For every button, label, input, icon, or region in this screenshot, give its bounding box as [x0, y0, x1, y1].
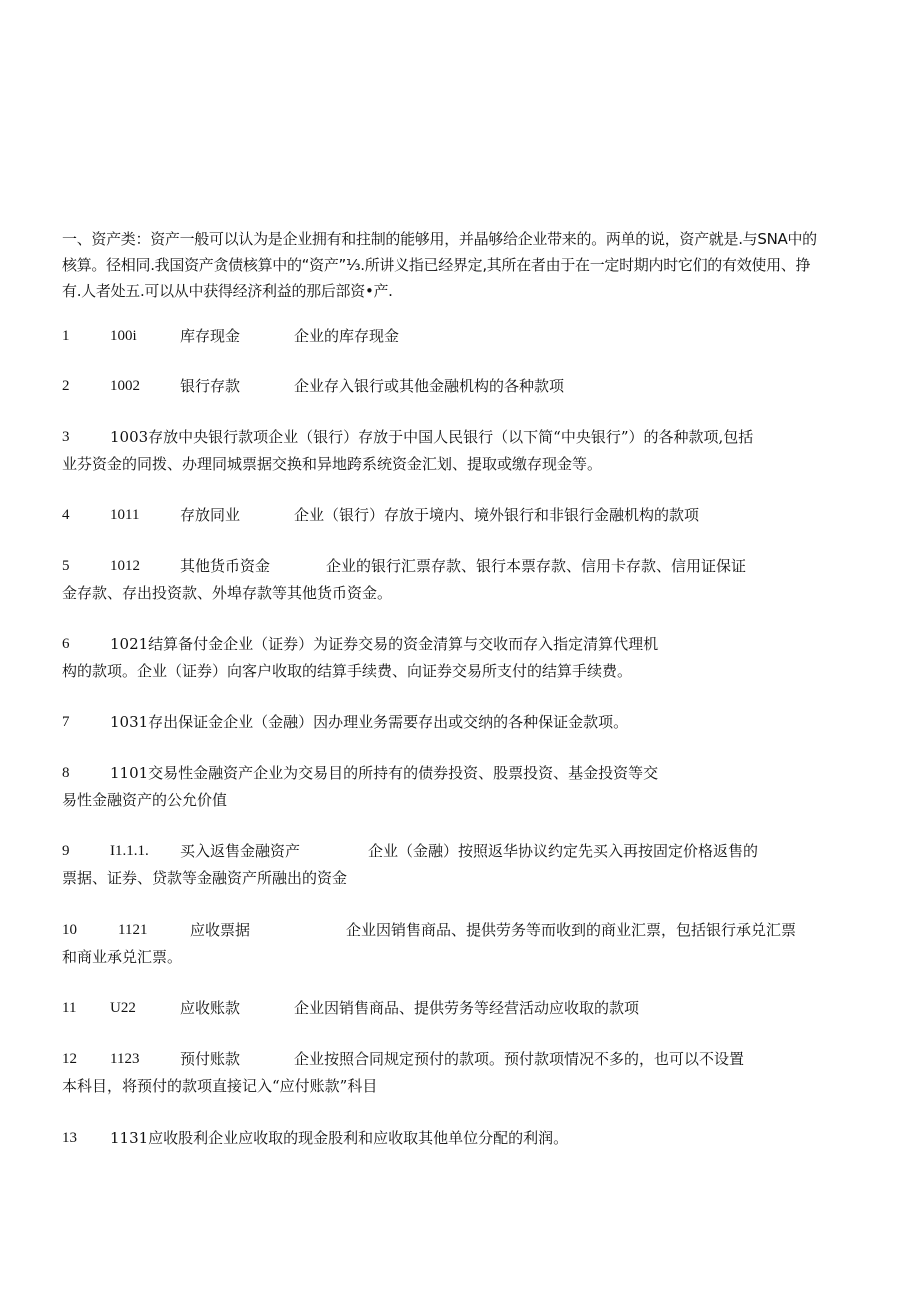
- entry-number: 12: [62, 1051, 77, 1067]
- account-description: 企业的银行汇票存款、银行本票存款、信用卡存款、信用证保证: [326, 557, 747, 575]
- entry-number: 7: [62, 714, 70, 730]
- account-text: 1031存出保证金企业（金融）因办理业务需要存出或交纳的各种保证金款项。: [110, 713, 629, 731]
- account-description: 企业存入银行或其他金融机构的各种款项: [294, 377, 565, 395]
- account-entry-1011: [62, 502, 862, 529]
- entry-number: 6: [62, 636, 70, 652]
- account-entry-1111: [62, 838, 862, 892]
- account-entry-1021: [62, 631, 862, 685]
- account-name: 应收账款: [180, 999, 241, 1017]
- account-code: 1121: [118, 922, 148, 938]
- account-name: 存放同业: [180, 506, 241, 524]
- account-description: 企业按照合同规定预付的款项。预付款项情况不多的，也可以不设置: [294, 1050, 745, 1068]
- entry-number: 13: [62, 1130, 77, 1146]
- account-code: 1002: [110, 378, 140, 394]
- account-entry-1131: [62, 1125, 862, 1152]
- account-description: 企业的库存现金: [294, 327, 400, 345]
- account-entry-1121: [62, 917, 862, 971]
- account-text: 1021结算备付金企业（证券）为证券交易的资金清算与交收而存入指定清算代理机: [110, 635, 659, 653]
- entry-number: 10: [62, 922, 77, 938]
- account-name: 库存现金: [180, 327, 241, 345]
- account-entry-1001: [62, 323, 862, 350]
- account-description: 企业因销售商品、提供劳务等经营活动应收取的款项: [294, 999, 640, 1017]
- account-description: 企业（金融）按照返华协议约定先买入再按固定价格返售的: [368, 842, 759, 860]
- entry-number: 1: [62, 328, 70, 344]
- account-code: 1012: [110, 558, 140, 574]
- entry-number: 4: [62, 507, 70, 523]
- account-code: 1123: [110, 1051, 140, 1067]
- entry-number: 2: [62, 378, 70, 394]
- account-code: 1011: [110, 507, 140, 523]
- account-text: 1003存放中央银行款项企业（银行）存放于中国人民银行（以下简“中央银行”）的各种款项,包括: [110, 428, 754, 446]
- intro-paragraph: [62, 226, 860, 304]
- account-entry-1012: [62, 553, 862, 607]
- account-code: I1.1.1.: [110, 843, 149, 859]
- account-text: 1101交易性金融资产企业为交易目的所持有的债券投资、股票投资、基金投资等交: [110, 764, 659, 782]
- account-code: U22: [110, 1000, 136, 1016]
- account-entry-1123: [62, 1046, 862, 1100]
- account-entry-1101: [62, 760, 862, 814]
- account-entry-1002: [62, 373, 862, 400]
- account-description-continued: 易性金融资产的公允价值: [62, 791, 228, 809]
- intro-line: 有.人者处五.可以从中获得经济利益的那后部资•产.: [62, 282, 393, 300]
- entry-number: 3: [62, 429, 70, 445]
- account-description: 企业（银行）存放于境内、境外银行和非银行金融机构的款项: [294, 506, 700, 524]
- account-code: 100i: [110, 328, 137, 344]
- account-description-continued: 构的款项。企业（证券）向客户收取的结算手续费、向证券交易所支付的结算手续费。: [62, 662, 633, 680]
- account-name: 买入返售金融资产: [180, 842, 301, 860]
- account-description-continued: 金存款、存出投资款、外埠存款等其他货币资金。: [62, 584, 393, 602]
- entry-number: 11: [62, 1000, 77, 1016]
- account-name: 其他货币资金: [180, 557, 271, 575]
- intro-line: 核算。径相同.我国资产贪债核算中的“资产”⅓.所讲义指已经界定,其所在者由于在一定时期内时它们的有效使用、挣: [62, 256, 811, 274]
- account-entry-1003: [62, 424, 862, 478]
- entry-number: 5: [62, 558, 70, 574]
- account-name: 银行存款: [180, 377, 241, 395]
- account-description-continued: 业芬资金的同拨、办理同城票据交换和异地跨系统资金汇划、提取或缴存现金等。: [62, 455, 603, 473]
- entry-number: 9: [62, 843, 70, 859]
- account-description: 企业因销售商品、提供劳务等而收到的商业汇票，包括银行承兑汇票: [346, 921, 797, 939]
- intro-line: 一、资产类：资产一般可以认为是企业拥有和拄制的能够用，并晶够给企业带来的。两单的说，资产就是.与SNA中的: [62, 230, 817, 248]
- entry-number: 8: [62, 765, 70, 781]
- account-name: 预付账款: [180, 1050, 241, 1068]
- account-description-continued: 和商业承兑汇票。: [62, 948, 183, 966]
- account-name: 应收票据: [190, 921, 251, 939]
- account-entry-1122: [62, 995, 862, 1022]
- account-entry-1031: [62, 709, 862, 736]
- account-description-continued: 本科目，将预付的款项直接记入“应付账款”科目: [62, 1077, 378, 1095]
- account-text: 1131应收股利企业应收取的现金股利和应收取其他单位分配的利润。: [110, 1129, 569, 1147]
- account-description-continued: 票据、证券、贷款等金融资产所融出的资金: [62, 869, 348, 887]
